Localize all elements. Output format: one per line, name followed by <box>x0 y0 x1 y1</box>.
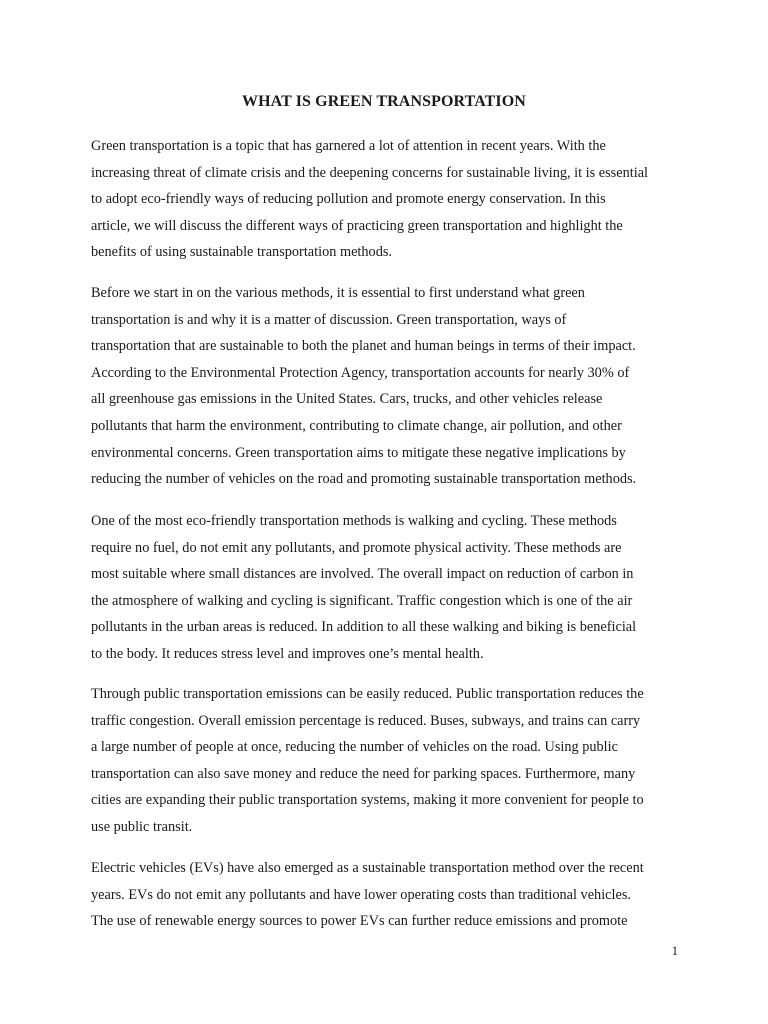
paragraph-line: Before we start in on the various methods, it is essential to first understand what green <box>91 285 585 301</box>
paragraph-line: According to the Environmental Protection Agency, transportation accounts for nearly 30% of <box>91 364 630 381</box>
paragraph-line: transportation that are sustainable to both the planet and human beings in terms of their impact. <box>91 338 636 355</box>
paragraph-line: to the body. It reduces stress level and improves one’s mental health. <box>91 645 484 662</box>
document-title: WHAT IS GREEN TRANSPORTATION <box>242 93 526 110</box>
paragraph-line: transportation is and why it is a matter of discussion. Green transportation, ways of <box>91 311 567 328</box>
paragraph-line: One of the most eco-friendly transportation methods is walking and cycling. These methods <box>91 513 617 529</box>
paragraph-line: benefits of using sustainable transportation methods. <box>91 244 392 261</box>
paragraph-line: environmental concerns. Green transportation aims to mitigate these negative implications by <box>91 444 626 461</box>
paragraph-line: Through public transportation emissions can be easily reduced. Public transportation reduces the <box>91 686 644 702</box>
paragraph-line: a large number of people at once, reducing the number of vehicles on the road. Using public <box>91 739 618 756</box>
paragraph-line: years. EVs do not emit any pollutants and have lower operating costs than traditional vehicles. <box>91 886 631 903</box>
paragraph-electric-vehicles <box>91 855 644 935</box>
paragraph-line: transportation can also save money and reduce the need for parking spaces. Furthermore, many <box>91 765 636 782</box>
page-number: 1 <box>671 944 678 958</box>
paragraph-line: the atmosphere of walking and cycling is significant. Traffic congestion which is one of the air <box>91 592 633 609</box>
paragraph-line: to adopt eco-friendly ways of reducing pollution and promote energy conservation. In this <box>91 191 606 208</box>
paragraph-line: require no fuel, do not emit any pollutants, and promote physical activity. These methods are <box>91 539 622 556</box>
paragraph-line: use public transit. <box>91 818 193 835</box>
paragraph-line: most suitable where small distances are involved. The overall impact on reduction of carbon in <box>91 566 634 583</box>
paragraph-intro <box>91 133 648 266</box>
paragraph-line: traffic congestion. Overall emission percentage is reduced. Buses, subways, and trains can carry <box>91 712 641 729</box>
paragraph-line: all greenhouse gas emissions in the United States. Cars, trucks, and other vehicles release <box>91 391 603 408</box>
paragraph-line: The use of renewable energy sources to power EVs can further reduce emissions and promote <box>91 913 628 930</box>
paragraph-walking-cycling <box>91 508 636 668</box>
paragraph-line: cities are expanding their public transportation systems, making it more convenient for people to <box>91 792 644 809</box>
paragraph-line: article, we will discuss the different ways of practicing green transportation and highlight the <box>91 217 623 234</box>
paragraph-line: reducing the number of vehicles on the road and promoting sustainable transportation methods. <box>91 471 637 488</box>
paragraph-line: Green transportation is a topic that has garnered a lot of attention in recent years. With the <box>91 138 606 154</box>
paragraph-definition <box>91 280 636 493</box>
paragraph-line: pollutants that harm the environment, contributing to climate change, air pollution, and other <box>91 417 622 434</box>
paragraph-public-transport <box>91 681 644 841</box>
paragraph-line: increasing threat of climate crisis and the deepening concerns for sustainable living, it is essential <box>91 164 649 181</box>
paragraph-line: Electric vehicles (EVs) have also emerged as a sustainable transportation method over the recent <box>91 860 644 876</box>
paragraph-line: pollutants in the urban areas is reduced. In addition to all these walking and biking is beneficial <box>91 619 637 636</box>
